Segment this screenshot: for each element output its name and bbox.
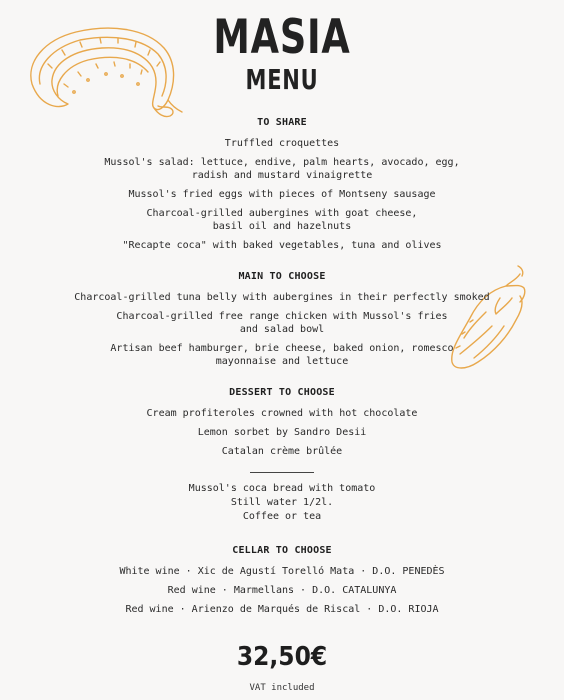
list-item: Charcoal-grilled free range chicken with Mussol's fries and salad bowl: [116, 311, 448, 335]
list-item: "Recapte coca" with baked vegetables, tuna and olives: [122, 240, 442, 251]
list-item: Red wine · Arienzo de Marqués de Riscal · D.O. RIOJA: [125, 604, 439, 615]
price: 32,50€: [236, 642, 328, 672]
section-to-share: [0, 116, 564, 252]
list-item: Coffee or tea: [242, 511, 322, 522]
list-item: Cream profiteroles crowned with hot chocolate: [146, 408, 418, 419]
menu-content: [0, 116, 564, 622]
menu-title: MENU: [245, 63, 319, 96]
list-item: Catalan crème brûlée: [221, 446, 343, 457]
list-item: Charcoal-grilled tuna belly with aubergines in their perfectly smoked: [74, 292, 490, 303]
vat-note: VAT included: [249, 683, 315, 693]
list-item: Mussol's coca bread with tomato: [188, 483, 376, 494]
section-title: CELLAR TO CHOOSE: [232, 545, 332, 556]
section-title: TO SHARE: [257, 117, 307, 128]
section-title: MAIN TO CHOOSE: [238, 271, 326, 282]
list-item: White wine · Xic de Agustí Torelló Mata · D.O. PENEDÈS: [119, 566, 445, 577]
list-item: Artisan beef hamburger, brie cheese, baked onion, romesco mayonnaise and lettuce: [110, 343, 454, 367]
list-item: Still water 1/2l.: [230, 497, 334, 508]
section-main: [0, 270, 564, 368]
section-extras: [0, 482, 564, 524]
section-cellar: [0, 544, 564, 616]
list-item: Red wine · Marmellans · D.O. CATALUNYA: [167, 585, 397, 596]
list-item: Mussol's fried eggs with pieces of Montseny sausage: [128, 189, 436, 200]
brand-title: MASIA: [213, 10, 351, 65]
section-dessert: [0, 386, 564, 458]
list-item: Charcoal-grilled aubergines with goat cheese, basil oil and hazelnuts: [146, 208, 418, 232]
list-item: Lemon sorbet by Sandro Desii: [197, 427, 367, 438]
list-item: Mussol's salad: lettuce, endive, palm hearts, avocado, egg, radish and mustard vinaigrette: [104, 157, 460, 181]
divider: [250, 472, 314, 473]
list-item: Truffled croquettes: [224, 138, 340, 149]
section-title: DESSERT TO CHOOSE: [229, 387, 335, 398]
